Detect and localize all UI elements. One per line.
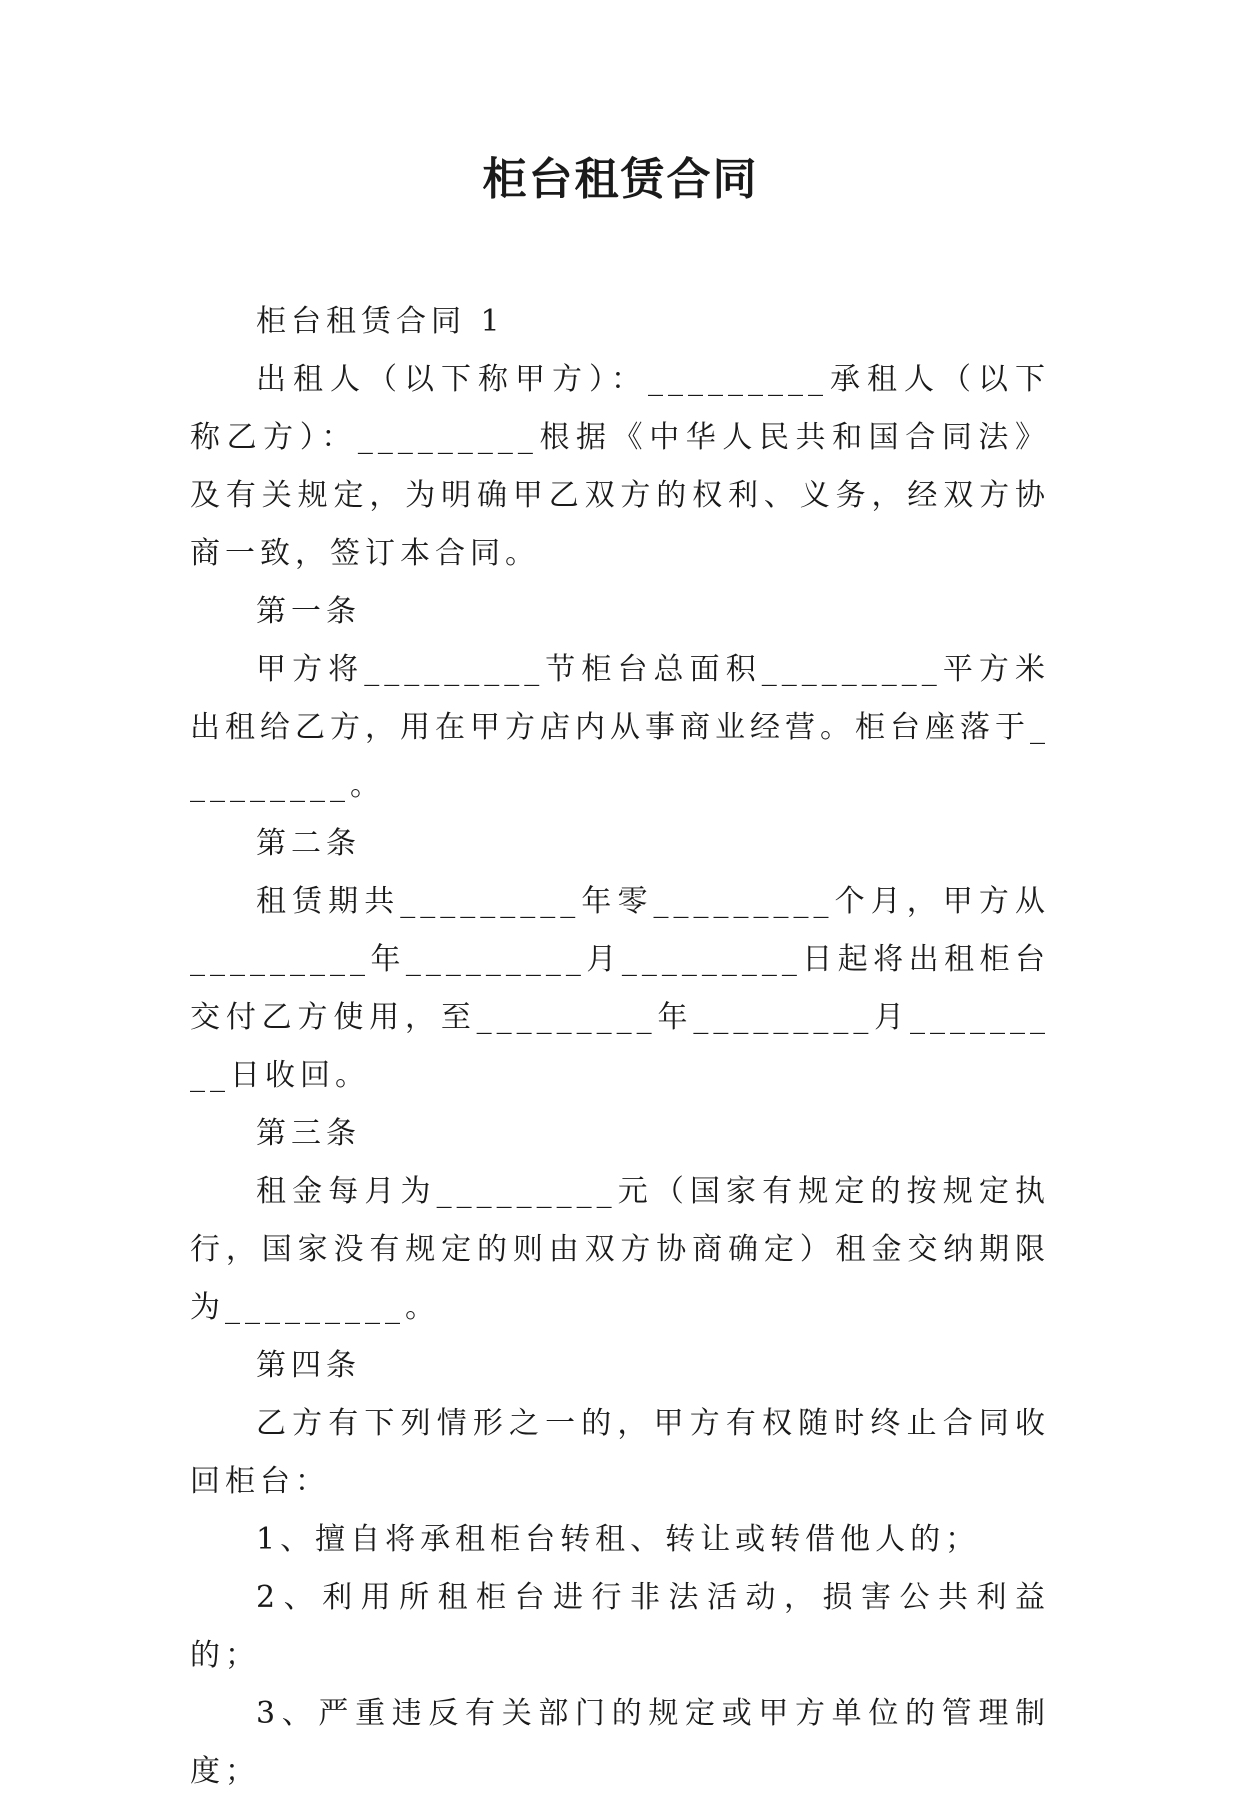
article-4-heading: 第四条 <box>256 1348 361 1383</box>
preamble-paragraph: 出租人（以下称甲方）：_________承租人（以下称乙方）：_________根据《中华人民共和国合同法》及有关规定，为明确甲乙双方的权利、义务，经双方协商一致，签订本合同。 <box>190 362 1050 571</box>
contract-subtitle: 柜台租赁合同 1 <box>256 304 505 339</box>
article-4-item-3: 3、严重违反有关部门的规定或甲方单位的管理制度； <box>190 1696 1050 1789</box>
article-4-item-1: 1、擅自将承租柜台转租、转让或转借他人的； <box>256 1522 981 1557</box>
document-title: 柜台租赁合同 <box>482 154 759 205</box>
article-1-heading: 第一条 <box>256 594 361 629</box>
article-4-item-2: 2、利用所租柜台进行非法活动，损害公共利益的； <box>190 1580 1050 1673</box>
article-2-paragraph: 租赁期共_________年零_________个月，甲方从_________年_________月_________日起将出租柜台交付乙方使用，至_________年_________月_________日收回。 <box>190 884 1050 1093</box>
article-4-paragraph: 乙方有下列情形之一的，甲方有权随时终止合同收回柜台： <box>190 1406 1050 1499</box>
document-body <box>190 293 1050 1801</box>
article-2-heading: 第二条 <box>256 826 361 861</box>
article-3-heading: 第三条 <box>256 1116 361 1151</box>
article-1-paragraph: 甲方将_________节柜台总面积_________平方米出租给乙方，用在甲方店内从事商业经营。柜台座落于_________。 <box>190 652 1050 803</box>
article-3-paragraph: 租金每月为_________元（国家有规定的按规定执行，国家没有规定的则由双方协商确定）租金交纳期限为_________。 <box>190 1174 1050 1325</box>
